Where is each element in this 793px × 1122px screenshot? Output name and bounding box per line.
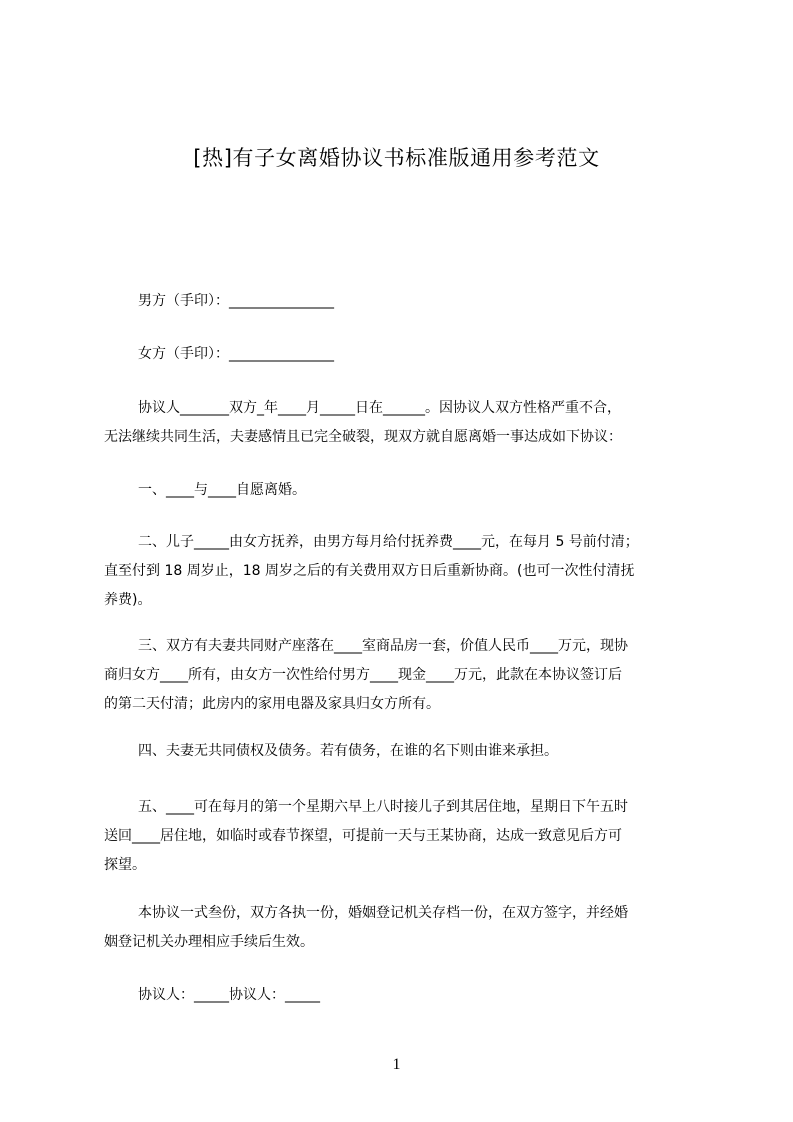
clause-2-paragraph bbox=[104, 528, 700, 615]
effectiveness-paragraph bbox=[104, 899, 700, 957]
male-signature-text: 男方（手印）：_______________ bbox=[138, 293, 334, 309]
page-number: 1 bbox=[392, 1056, 401, 1073]
clause-3-line: 商归女方____所有，由女方一次性给付男方____现金____万元，此款在本协议签订后 bbox=[104, 667, 622, 683]
effectiveness-line: 本协议一式叁份，双方各执一份，婚姻登记机关存档一份，在双方签字，并经婚 bbox=[138, 905, 628, 921]
clause-2-line: 养费)。 bbox=[104, 592, 152, 608]
effectiveness-line: 姻登记机关办理相应手续后生效。 bbox=[104, 934, 314, 950]
intro-line: 无法继续共同生活，夫妻感情且已完全破裂，现双方就自愿离婚一事达成如下协议： bbox=[104, 429, 622, 445]
clause-3-line: 的第二天付清；此房内的家用电器及家具归女方所有。 bbox=[104, 696, 440, 712]
clause-3-paragraph bbox=[104, 632, 700, 719]
intro-line: 协议人_______双方_年____月_____日在______。因协议人双方性格严重不合， bbox=[138, 400, 621, 416]
document-title: [热]有子女离婚协议书标准版通用参考范文 bbox=[193, 146, 600, 170]
clause-3-line: 三、双方有夫妻共同财产座落在____室商品房一套，价值人民币____万元，现协 bbox=[138, 638, 628, 654]
female-signature-text: 女方（手印）：_______________ bbox=[138, 346, 334, 362]
clause-4-line: 四、夫妻无共同债权及债务。若有债务，在谁的名下则由谁来承担。 bbox=[138, 743, 558, 759]
clause-2-line: 直至付到 18 周岁止，18 周岁之后的有关费用双方日后重新协商。(也可一次性付清抚 bbox=[104, 563, 635, 579]
male-signature-line bbox=[104, 287, 700, 316]
clause-1-line: 一、____与____自愿离婚。 bbox=[138, 482, 306, 498]
clause-5-line: 五、____可在每月的第一个星期六早上八时接儿子到其居住地，星期日下午五时 bbox=[138, 799, 628, 815]
clause-4-paragraph bbox=[104, 737, 700, 766]
clause-5-paragraph bbox=[104, 793, 700, 880]
closing-signatures bbox=[104, 981, 700, 1010]
clause-5-line: 送回____居住地，如临时或春节探望，可提前一天与王某协商，达成一致意见后方可 bbox=[104, 828, 622, 844]
clause-1-paragraph bbox=[104, 476, 700, 505]
clause-2-line: 二、儿子_____由女方抚养，由男方每月给付抚养费____元，在每月 5 号前付清； bbox=[138, 534, 639, 550]
female-signature-line bbox=[104, 340, 700, 369]
clause-5-line: 探望。 bbox=[104, 857, 146, 873]
intro-paragraph bbox=[104, 394, 700, 452]
closing-parties-line: 协议人：_____协议人：_____ bbox=[138, 987, 320, 1003]
